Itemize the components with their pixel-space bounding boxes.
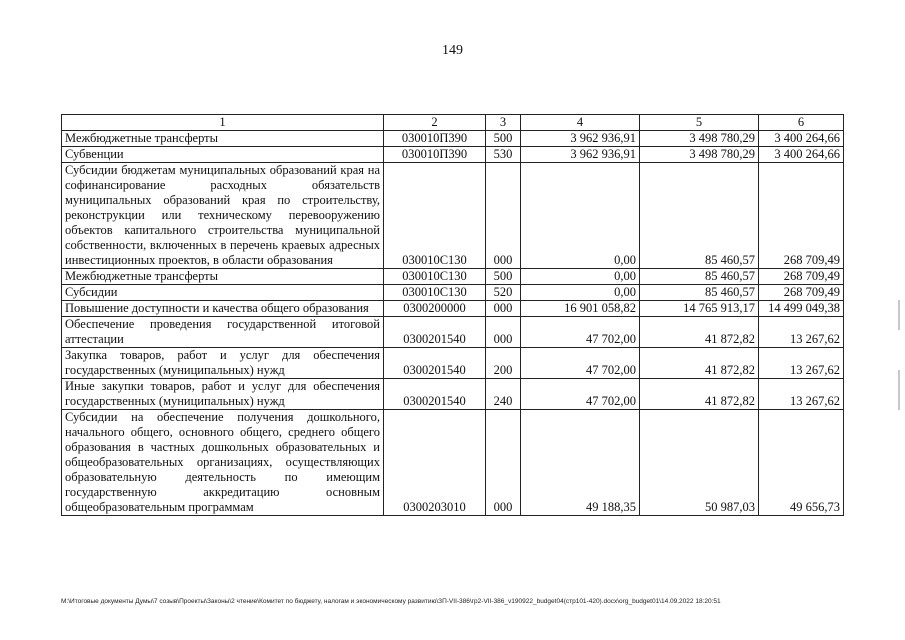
table-row — [62, 285, 844, 301]
table-row — [62, 348, 844, 379]
cell-code: 030010П390 — [384, 131, 486, 147]
cell-v6: 268 709,49 — [759, 269, 844, 285]
cell-code: 030010П390 — [384, 147, 486, 163]
cell-v6: 49 656,73 — [759, 410, 844, 516]
header-cell: 6 — [759, 115, 844, 131]
cell-v6: 3 400 264,66 — [759, 147, 844, 163]
cell-v4: 49 188,35 — [521, 410, 640, 516]
cell-code: 0300200000 — [384, 301, 486, 317]
cell-name: Межбюджетные трансферты — [62, 269, 384, 285]
table-row — [62, 269, 844, 285]
cell-code: 0300201540 — [384, 379, 486, 410]
cell-v5: 85 460,57 — [640, 163, 759, 269]
file-path-footer: M:\Итоговые документы Думы\7 созыв\Проекты\Законы\2 чтение\Комитет по бюджету, налогам и экономическому развитию\ЗП-VII-386\гр2-VII-386_v190922_budget04(стр101-420).docx\org_budget01\14.09.2022 18:20:51 — [61, 598, 721, 605]
table-row — [62, 131, 844, 147]
cell-v5: 41 872,82 — [640, 317, 759, 348]
cell-code: 030010С130 — [384, 285, 486, 301]
cell-type: 500 — [486, 269, 521, 285]
cell-name: Субсидии на обеспечение получения дошкольного, начального общего, основного общего, среднего общего образования в частных дошкольных образовательных и общеобразовательных организациях, осуществляющих образовательную деятельность по имеющим государственную аккредитацию основным общеобразовательным программам — [62, 410, 384, 516]
cell-v5: 41 872,82 — [640, 348, 759, 379]
page-number: 149 — [442, 43, 463, 58]
cell-type: 000 — [486, 317, 521, 348]
cell-type: 240 — [486, 379, 521, 410]
cell-name: Повышение доступности и качества общего образования — [62, 301, 384, 317]
cell-v4: 47 702,00 — [521, 317, 640, 348]
cell-name: Межбюджетные трансферты — [62, 131, 384, 147]
table-row — [62, 317, 844, 348]
cell-code: 0300201540 — [384, 317, 486, 348]
cell-v4: 47 702,00 — [521, 348, 640, 379]
table-row — [62, 301, 844, 317]
cell-v6: 13 267,62 — [759, 348, 844, 379]
scan-margin-mark — [898, 300, 900, 330]
cell-v5: 14 765 913,17 — [640, 301, 759, 317]
cell-v5: 50 987,03 — [640, 410, 759, 516]
cell-code: 0300201540 — [384, 348, 486, 379]
table-row — [62, 163, 844, 269]
header-cell: 4 — [521, 115, 640, 131]
table-header-row — [62, 115, 844, 131]
cell-v4: 3 962 936,91 — [521, 147, 640, 163]
cell-v4: 47 702,00 — [521, 379, 640, 410]
budget-table-body — [62, 115, 844, 516]
cell-v5: 85 460,57 — [640, 285, 759, 301]
cell-v4: 0,00 — [521, 269, 640, 285]
cell-v5: 3 498 780,29 — [640, 131, 759, 147]
cell-name: Иные закупки товаров, работ и услуг для обеспечения государственных (муниципальных) нужд — [62, 379, 384, 410]
cell-type: 520 — [486, 285, 521, 301]
cell-v4: 16 901 058,82 — [521, 301, 640, 317]
cell-code: 030010С130 — [384, 163, 486, 269]
cell-name: Обеспечение проведения государственной итоговой аттестации — [62, 317, 384, 348]
budget-table — [61, 114, 844, 516]
header-cell: 5 — [640, 115, 759, 131]
cell-name: Субсидии — [62, 285, 384, 301]
cell-v6: 268 709,49 — [759, 163, 844, 269]
cell-type: 500 — [486, 131, 521, 147]
cell-type: 000 — [486, 301, 521, 317]
cell-name: Закупка товаров, работ и услуг для обеспечения государственных (муниципальных) нужд — [62, 348, 384, 379]
cell-v6: 3 400 264,66 — [759, 131, 844, 147]
cell-type: 530 — [486, 147, 521, 163]
cell-v4: 0,00 — [521, 285, 640, 301]
cell-name: Субвенции — [62, 147, 384, 163]
header-cell: 2 — [384, 115, 486, 131]
cell-v6: 13 267,62 — [759, 317, 844, 348]
cell-type: 000 — [486, 410, 521, 516]
header-cell: 1 — [62, 115, 384, 131]
cell-v5: 85 460,57 — [640, 269, 759, 285]
cell-code: 030010С130 — [384, 269, 486, 285]
cell-v6: 13 267,62 — [759, 379, 844, 410]
cell-v4: 0,00 — [521, 163, 640, 269]
cell-v5: 3 498 780,29 — [640, 147, 759, 163]
cell-code: 0300203010 — [384, 410, 486, 516]
cell-type: 200 — [486, 348, 521, 379]
table-row — [62, 379, 844, 410]
table-row — [62, 410, 844, 516]
cell-v5: 41 872,82 — [640, 379, 759, 410]
cell-v6: 14 499 049,38 — [759, 301, 844, 317]
cell-name: Субсидии бюджетам муниципальных образований края на софинансирование расходных обязательств муниципальных образований края по строительству, реконструкции или техническому перевооружению объектов капитального строительства муниципальной собственности, включенных в перечень краевых адресных инвестиционных проектов, в области образования — [62, 163, 384, 269]
cell-v4: 3 962 936,91 — [521, 131, 640, 147]
table-row — [62, 147, 844, 163]
header-cell: 3 — [486, 115, 521, 131]
scan-margin-mark — [898, 370, 900, 410]
cell-type: 000 — [486, 163, 521, 269]
cell-v6: 268 709,49 — [759, 285, 844, 301]
